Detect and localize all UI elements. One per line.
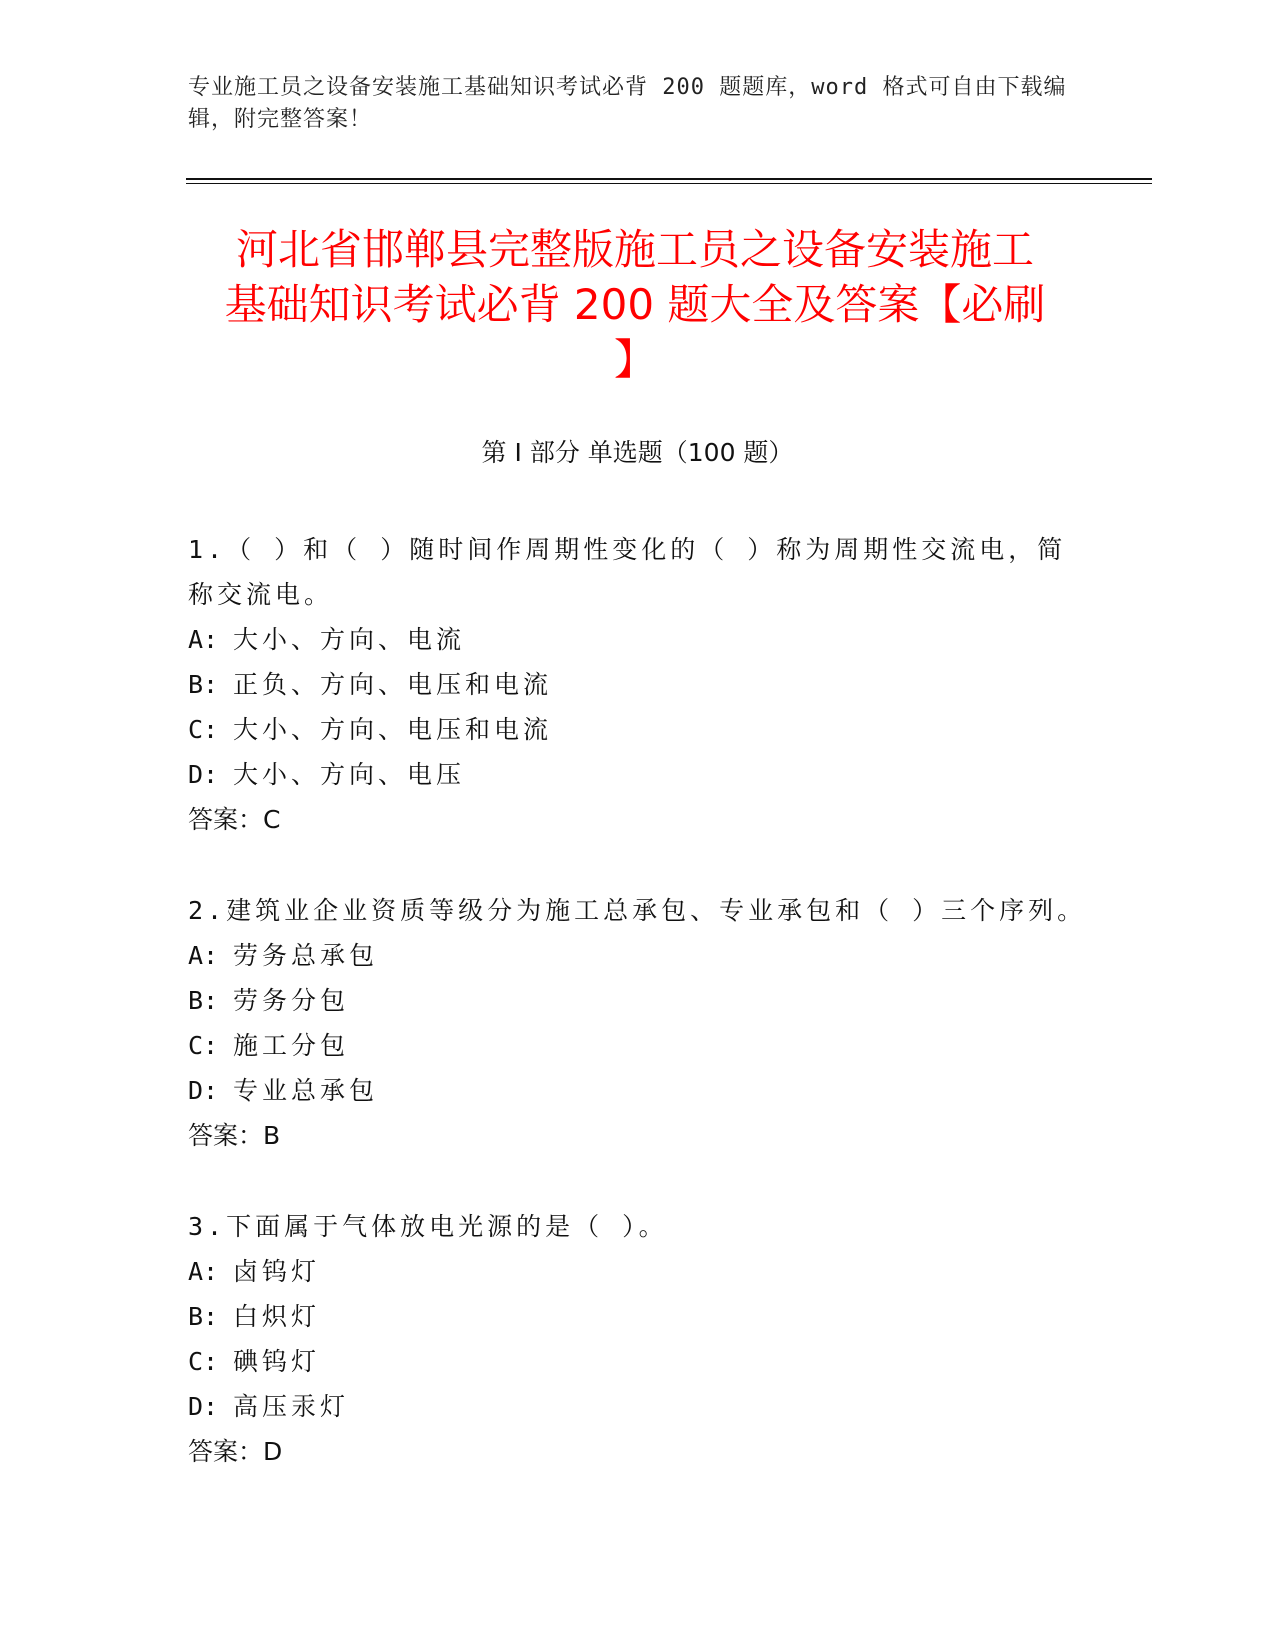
option-a bbox=[188, 1249, 1088, 1294]
answer-line: 答案：D bbox=[188, 1437, 283, 1466]
option-text: 劳务总承包 bbox=[233, 941, 379, 970]
option-key: A: bbox=[188, 1257, 219, 1286]
option-b bbox=[188, 1294, 1088, 1339]
option-text: 卤钨灯 bbox=[233, 1257, 321, 1286]
option-key: C: bbox=[188, 1031, 219, 1060]
document-title-line-1: 河北省邯郸县完整版施工员之设备安装施工 bbox=[235, 225, 1034, 274]
question-stem: 3.下面属于气体放电光源的是（ ）。 bbox=[188, 1212, 668, 1241]
option-text: 正负、方向、电压和电流 bbox=[233, 670, 553, 699]
option-key: D: bbox=[188, 1076, 219, 1105]
option-text: 劳务分包 bbox=[233, 986, 350, 1015]
answer-line: 答案：B bbox=[188, 1121, 281, 1150]
option-text: 专业总承包 bbox=[233, 1076, 379, 1105]
header-divider-thin bbox=[186, 183, 1152, 184]
document-title-line-3: 】 bbox=[613, 335, 656, 384]
document-title-line-2: 基础知识考试必背 200 题大全及答案【必刷 bbox=[224, 280, 1046, 329]
option-text: 大小、方向、电压 bbox=[233, 760, 466, 789]
option-key: B: bbox=[188, 986, 219, 1015]
option-text: 大小、方向、电压和电流 bbox=[233, 715, 553, 744]
option-key: B: bbox=[188, 1302, 219, 1331]
header-note: 专业施工员之设备安装施工基础知识考试必背 200 题题库，word 格式可自由下载编辑，附完整答案！ bbox=[188, 75, 1067, 132]
question-3 bbox=[188, 1204, 1088, 1474]
option-c bbox=[188, 1339, 1088, 1384]
option-key: A: bbox=[188, 941, 219, 970]
question-2 bbox=[188, 888, 1088, 1158]
option-d bbox=[188, 1068, 1088, 1113]
option-c bbox=[188, 1023, 1088, 1068]
option-b bbox=[188, 662, 1088, 707]
option-text: 施工分包 bbox=[233, 1031, 350, 1060]
option-key: D: bbox=[188, 760, 219, 789]
answer-line: 答案：C bbox=[188, 805, 281, 834]
option-text: 高压汞灯 bbox=[233, 1392, 350, 1421]
option-a bbox=[188, 617, 1088, 662]
option-b bbox=[188, 978, 1088, 1023]
option-text: 大小、方向、电流 bbox=[233, 625, 466, 654]
section-title: 第 I 部分 单选题（100 题） bbox=[481, 438, 794, 467]
question-list bbox=[188, 527, 1088, 1520]
question-stem: 1.（ ）和（ ）随时间作周期性变化的（ ）称为周期性交流电，简称交流电。 bbox=[188, 535, 1067, 609]
question-stem: 2.建筑业企业资质等级分为施工总承包、专业承包和（ ）三个序列。 bbox=[188, 896, 1087, 925]
option-text: 碘钨灯 bbox=[233, 1347, 321, 1376]
option-key: C: bbox=[188, 1347, 219, 1376]
option-d bbox=[188, 1384, 1088, 1429]
option-key: C: bbox=[188, 715, 219, 744]
document-title bbox=[190, 222, 1080, 387]
option-a bbox=[188, 933, 1088, 978]
option-c bbox=[188, 707, 1088, 752]
question-1 bbox=[188, 527, 1088, 842]
option-key: A: bbox=[188, 625, 219, 654]
header-divider-thick bbox=[186, 178, 1152, 180]
option-text: 白炽灯 bbox=[233, 1302, 321, 1331]
option-key: B: bbox=[188, 670, 219, 699]
option-key: D: bbox=[188, 1392, 219, 1421]
option-d bbox=[188, 752, 1088, 797]
